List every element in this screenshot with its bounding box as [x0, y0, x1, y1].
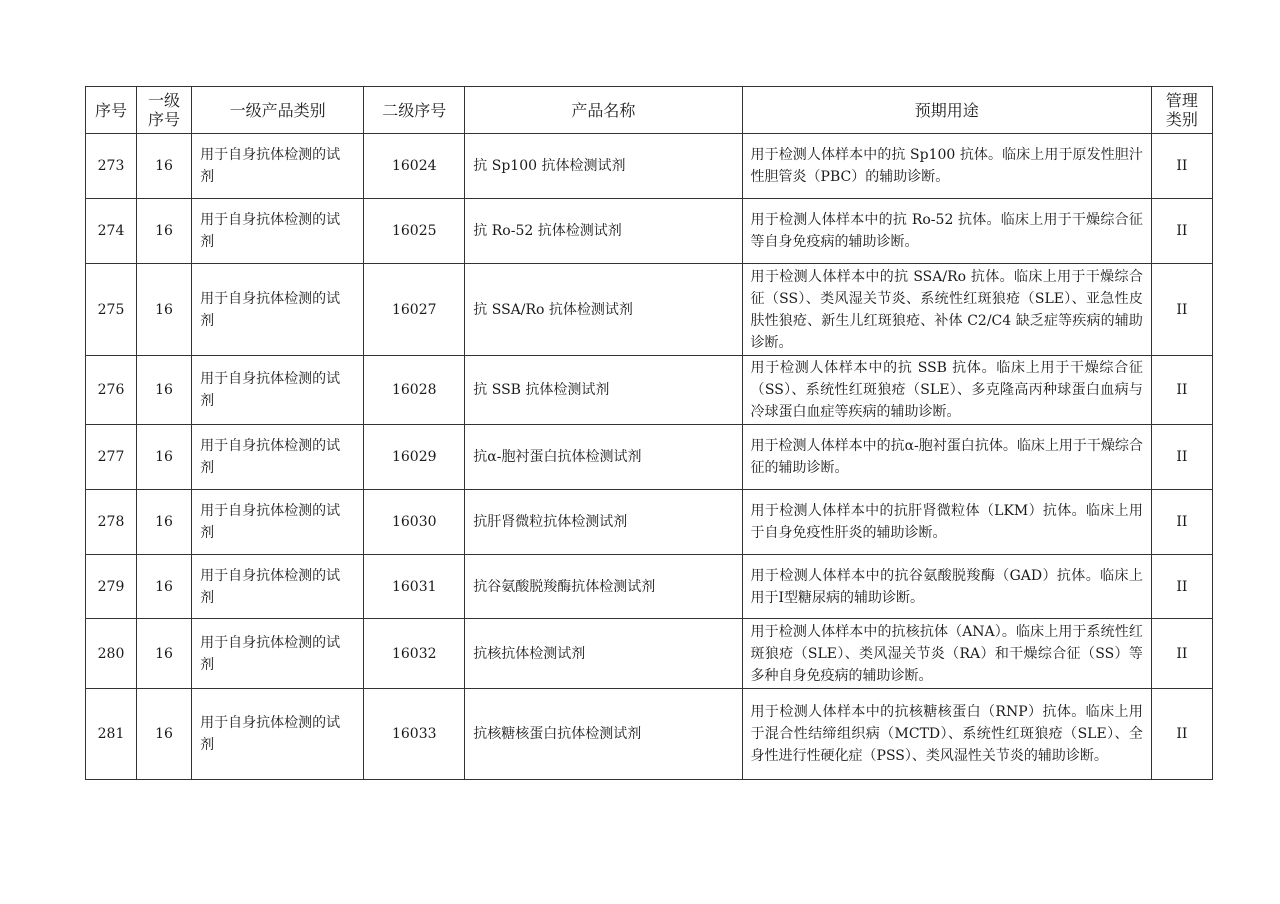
cell-intended-use: 用于检测人体样本中的抗α-胞衬蛋白抗体。临床上用于干燥综合征的辅助诊断。: [742, 425, 1151, 490]
cell-product-name: 抗 Ro-52 抗体检测试剂: [465, 199, 742, 264]
cell-intended-use: 用于检测人体样本中的抗核糖核蛋白（RNP）抗体。临床上用于混合性结缔组织病（MCTD）、系统性红斑狼疮（SLE）、全身性进行性硬化症（PSS）、类风湿性关节炎的辅助诊断。: [742, 689, 1151, 780]
table-row: [86, 619, 1213, 689]
cell-seq: 274: [86, 199, 137, 264]
cell-management-class: II: [1151, 425, 1212, 490]
cell-product-name: 抗谷氨酸脱羧酶抗体检测试剂: [465, 555, 742, 619]
cell-intended-use: 用于检测人体样本中的抗 SSA/Ro 抗体。临床上用于干燥综合征（SS）、类风湿关节炎、系统性红斑狼疮（SLE）、亚急性皮肤性狼疮、新生儿红斑狼疮、补体 C2/C4 缺乏症等疾病的辅助诊断。: [742, 264, 1151, 356]
cell-level1-category: 用于自身抗体检测的试剂: [192, 264, 364, 356]
cell-level1-seq: 16: [137, 425, 192, 490]
cell-level1-seq: 16: [137, 619, 192, 689]
cell-level1-category: 用于自身抗体检测的试剂: [192, 199, 364, 264]
cell-management-class: II: [1151, 490, 1212, 555]
cell-seq: 279: [86, 555, 137, 619]
cell-level1-seq: 16: [137, 555, 192, 619]
cell-product-name: 抗α-胞衬蛋白抗体检测试剂: [465, 425, 742, 490]
cell-intended-use: 用于检测人体样本中的抗 Sp100 抗体。临床上用于原发性胆汁性胆管炎（PBC）的辅助诊断。: [742, 134, 1151, 199]
cell-level1-seq: 16: [137, 356, 192, 425]
cell-level1-category: 用于自身抗体检测的试剂: [192, 490, 364, 555]
cell-level1-category: 用于自身抗体检测的试剂: [192, 555, 364, 619]
cell-management-class: II: [1151, 555, 1212, 619]
cell-level2-seq: 16033: [364, 689, 465, 780]
product-catalog-table: [85, 86, 1213, 780]
cell-seq: 273: [86, 134, 137, 199]
cell-level2-seq: 16029: [364, 425, 465, 490]
cell-level2-seq: 16024: [364, 134, 465, 199]
cell-level1-category: 用于自身抗体检测的试剂: [192, 425, 364, 490]
cell-intended-use: 用于检测人体样本中的抗核抗体（ANA）。临床上用于系统性红斑狼疮（SLE）、类风湿关节炎（RA）和干燥综合征（SS）等多种自身免疫病的辅助诊断。: [742, 619, 1151, 689]
cell-intended-use: 用于检测人体样本中的抗肝肾微粒体（LKM）抗体。临床上用于自身免疫性肝炎的辅助诊断。: [742, 490, 1151, 555]
cell-level1-category: 用于自身抗体检测的试剂: [192, 134, 364, 199]
cell-management-class: II: [1151, 356, 1212, 425]
cell-product-name: 抗肝肾微粒抗体检测试剂: [465, 490, 742, 555]
cell-seq: 280: [86, 619, 137, 689]
cell-product-name: 抗 SSA/Ro 抗体检测试剂: [465, 264, 742, 356]
header-product-name: 产品名称: [465, 87, 742, 134]
cell-level2-seq: 16030: [364, 490, 465, 555]
cell-level1-seq: 16: [137, 490, 192, 555]
cell-level1-seq: 16: [137, 199, 192, 264]
cell-seq: 281: [86, 689, 137, 780]
cell-level1-category: 用于自身抗体检测的试剂: [192, 356, 364, 425]
table-header-row: [86, 87, 1213, 134]
cell-level1-seq: 16: [137, 689, 192, 780]
header-level2-seq: 二级序号: [364, 87, 465, 134]
cell-seq: 277: [86, 425, 137, 490]
cell-intended-use: 用于检测人体样本中的抗 SSB 抗体。临床上用于干燥综合征（SS）、系统性红斑狼疮（SLE）、多克隆高丙种球蛋白血病与冷球蛋白血症等疾病的辅助诊断。: [742, 356, 1151, 425]
cell-seq: 275: [86, 264, 137, 356]
cell-level1-category: 用于自身抗体检测的试剂: [192, 689, 364, 780]
cell-level2-seq: 16027: [364, 264, 465, 356]
table-row: [86, 490, 1213, 555]
cell-management-class: II: [1151, 199, 1212, 264]
cell-level2-seq: 16025: [364, 199, 465, 264]
table-row: [86, 689, 1213, 780]
cell-product-name: 抗核糖核蛋白抗体检测试剂: [465, 689, 742, 780]
table-row: [86, 555, 1213, 619]
table-row: [86, 199, 1213, 264]
cell-level1-category: 用于自身抗体检测的试剂: [192, 619, 364, 689]
cell-level2-seq: 16031: [364, 555, 465, 619]
header-level1-category: 一级产品类别: [192, 87, 364, 134]
header-seq: 序号: [86, 87, 137, 134]
cell-management-class: II: [1151, 619, 1212, 689]
table-row: [86, 134, 1213, 199]
cell-management-class: II: [1151, 134, 1212, 199]
cell-level1-seq: 16: [137, 264, 192, 356]
cell-seq: 278: [86, 490, 137, 555]
cell-intended-use: 用于检测人体样本中的抗谷氨酸脱羧酶（GAD）抗体。临床上用于I型糖尿病的辅助诊断。: [742, 555, 1151, 619]
cell-product-name: 抗核抗体检测试剂: [465, 619, 742, 689]
table-row: [86, 425, 1213, 490]
cell-management-class: II: [1151, 264, 1212, 356]
cell-management-class: II: [1151, 689, 1212, 780]
header-intended-use: 预期用途: [742, 87, 1151, 134]
cell-intended-use: 用于检测人体样本中的抗 Ro-52 抗体。临床上用于干燥综合征等自身免疫病的辅助诊断。: [742, 199, 1151, 264]
table-row: [86, 356, 1213, 425]
cell-level2-seq: 16032: [364, 619, 465, 689]
cell-level1-seq: 16: [137, 134, 192, 199]
header-management-class: 管理类别: [1151, 87, 1212, 134]
cell-product-name: 抗 Sp100 抗体检测试剂: [465, 134, 742, 199]
table-row: [86, 264, 1213, 356]
header-level1-seq: 一级序号: [137, 87, 192, 134]
cell-seq: 276: [86, 356, 137, 425]
cell-product-name: 抗 SSB 抗体检测试剂: [465, 356, 742, 425]
cell-level2-seq: 16028: [364, 356, 465, 425]
